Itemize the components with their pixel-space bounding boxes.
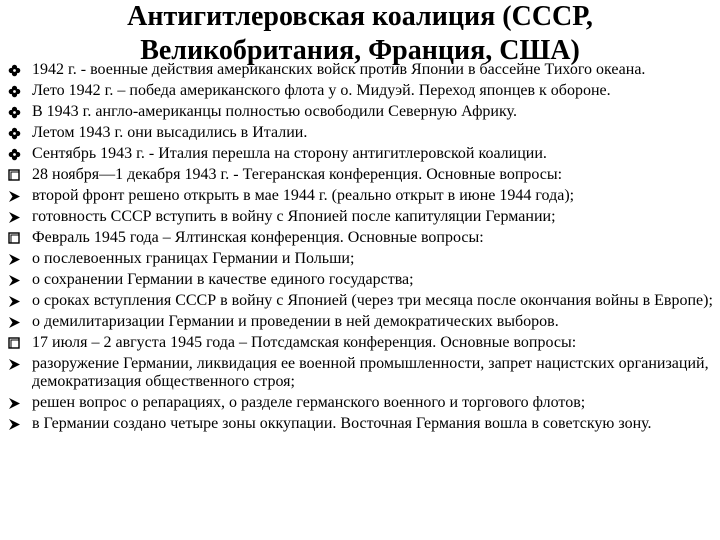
list-item: [8, 124, 713, 142]
diamond-icon: [8, 145, 32, 163]
list-item-text: о сроках вступления СССР в войну с Японией (через три месяца после окончания войны в Европе);: [32, 292, 713, 309]
list-item: [8, 103, 713, 121]
diamond-icon: [8, 103, 32, 121]
arrow-icon: [8, 355, 32, 373]
list-item: [8, 394, 713, 412]
list-item-text: Февраль 1945 года – Ялтинская конференция. Основные вопросы:: [32, 229, 484, 246]
title-line-2: Великобритания, Франция, США): [140, 35, 580, 66]
title-line-1: Антигитлеровская коалиция (СССР,: [127, 1, 593, 32]
square-icon: [8, 229, 32, 247]
list-item: [8, 145, 713, 163]
list-item-text: В 1943 г. англо-американцы полностью освободили Северную Африку.: [32, 103, 517, 120]
list-item-text: о послевоенных границах Германии и Польши;: [32, 250, 355, 267]
list-item: [8, 334, 713, 352]
slide-title: [100, 0, 620, 68]
bullet-list: [8, 61, 713, 436]
list-item: [8, 271, 713, 289]
arrow-icon: [8, 394, 32, 412]
list-item: [8, 292, 713, 310]
list-item-text: в Германии создано четыре зоны оккупации. Восточная Германия вошла в советскую зону.: [32, 415, 652, 432]
arrow-icon: [8, 415, 32, 433]
list-item-text: 1942 г. - военные действия американских войск против Японии в бассейне Тихого океана.: [32, 61, 646, 78]
list-item-text: 28 ноября—1 декабря 1943 г. - Тегеранская конференция. Основные вопросы:: [32, 166, 563, 183]
list-item: [8, 229, 713, 247]
list-item-text: Сентябрь 1943 г. - Италия перешла на сторону антигитлеровской коалиции.: [32, 145, 547, 162]
list-item-text: о сохранении Германии в качестве единого государства;: [32, 271, 414, 288]
list-item-text: 17 июля – 2 августа 1945 года – Потсдамская конференция. Основные вопросы:: [32, 334, 577, 351]
list-item-text: решен вопрос о репарациях, о разделе германского военного и торгового флотов;: [32, 394, 586, 411]
arrow-icon: [8, 187, 32, 205]
list-item: [8, 415, 713, 433]
diamond-icon: [8, 82, 32, 100]
list-item: [8, 166, 713, 184]
diamond-icon: [8, 61, 32, 79]
list-item: [8, 355, 713, 391]
arrow-icon: [8, 292, 32, 310]
list-item: [8, 187, 713, 205]
list-item: [8, 313, 713, 331]
list-item: [8, 250, 713, 268]
arrow-icon: [8, 208, 32, 226]
list-item-text: второй фронт решено открыть в мае 1944 г. (реально открыт в июне 1944 года);: [32, 187, 575, 204]
diamond-icon: [8, 124, 32, 142]
list-item: [8, 61, 713, 79]
list-item-text: готовность СССР вступить в войну с Японией после капитуляции Германии;: [32, 208, 556, 225]
list-item: [8, 82, 713, 100]
list-item-text: разоружение Германии, ликвидация ее военной промышленности, запрет нацистских организаций, демократизация общественного строя;: [32, 355, 709, 390]
list-item-text: о демилитаризации Германии и проведении в ней демократических выборов.: [32, 313, 559, 330]
arrow-icon: [8, 271, 32, 289]
square-icon: [8, 334, 32, 352]
list-item: [8, 208, 713, 226]
arrow-icon: [8, 313, 32, 331]
arrow-icon: [8, 250, 32, 268]
list-item-text: Лето 1942 г. – победа американского флота у о. Мидуэй. Переход японцев к обороне.: [32, 82, 611, 99]
list-item-text: Летом 1943 г. они высадились в Италии.: [32, 124, 308, 141]
square-icon: [8, 166, 32, 184]
